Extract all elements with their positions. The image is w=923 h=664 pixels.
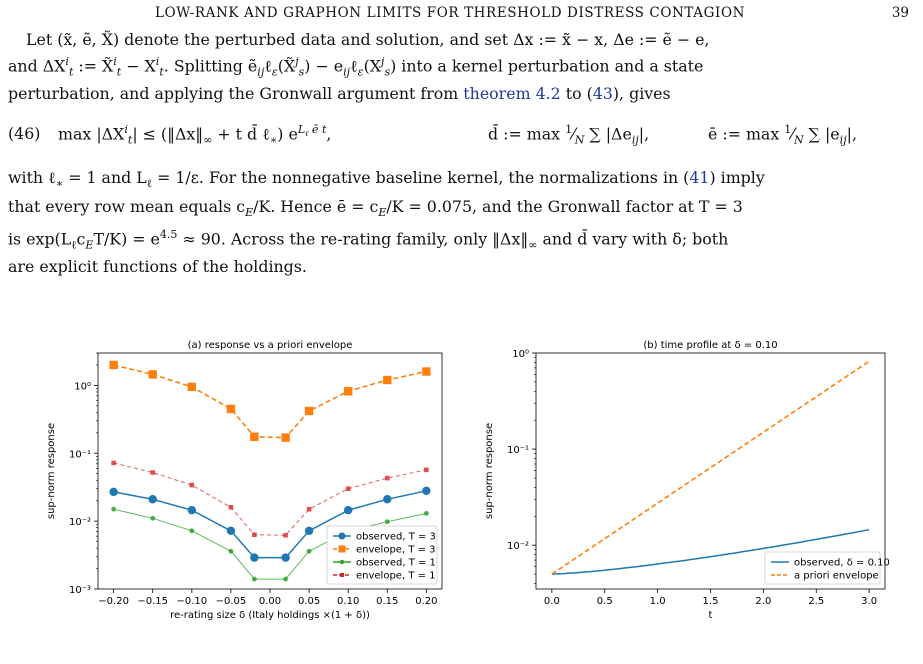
eq-e-c: |, xyxy=(846,124,857,144)
eq-e-a: ē := max xyxy=(708,124,780,144)
panel-a-delta-tick-label: 0.20 xyxy=(415,596,438,607)
panel-a-data-point xyxy=(385,519,390,524)
eq-e-b: |e xyxy=(819,124,840,144)
panel-a-data-point xyxy=(305,527,313,535)
panel-a-data-point xyxy=(227,527,235,535)
panel-a-data-point xyxy=(229,505,234,510)
panel-b-legend-label: a priori envelope xyxy=(794,570,879,582)
panel-a-data-point xyxy=(149,370,157,378)
equation-main: $\max |\Delta X^i_t|$ ≤ ($‖\Delta x‖_\infty + t$ d̄ ℓ$_∗$) $e^{L_\ell ē t}$, xyxy=(58,123,332,147)
equation-46 xyxy=(8,109,916,161)
panel-a-data-point xyxy=(424,511,429,516)
panel-a-y-axis-label: sup-norm response xyxy=(46,422,57,520)
eq-main-a: max |ΔX xyxy=(58,124,125,144)
p2-line3d: ≈ 90. Across the re-rating family, only ‖Δx‖ xyxy=(177,229,529,248)
panel-a-legend-label: envelope, T = 1 xyxy=(356,570,436,582)
p1-line2: and ΔX xyxy=(8,56,66,76)
panel-a-data-point xyxy=(229,549,234,554)
panel-a-y-tick-label: 10⁰ xyxy=(74,381,91,393)
panel-a-data-point xyxy=(422,367,430,375)
panel-a-data-point xyxy=(150,516,155,521)
p2-line2: that every row mean equals c xyxy=(8,196,246,216)
panel-a-data-point xyxy=(250,433,258,441)
eq-d-a: d̄ := max xyxy=(488,124,561,144)
p1-line2h: ) into a kernel perturbation and a state xyxy=(390,56,704,76)
panel-a-data-point xyxy=(150,470,155,475)
p1-line2f: ) − e xyxy=(304,56,344,76)
eq-d-c: |, xyxy=(638,124,650,144)
equation-dbar: d̄ := $\max ^1⁄_N$ ∑ $|\Delta e_{ij}|$, xyxy=(488,123,650,147)
panel-a-data-point xyxy=(281,433,289,441)
panel-a-data-point xyxy=(344,506,352,514)
panel-a-data-point xyxy=(422,487,430,495)
panel-a-data-point xyxy=(344,387,352,395)
panel-b-t-tick-label: 3.0 xyxy=(861,596,878,607)
panel-a-delta-tick-label: 0.15 xyxy=(376,596,399,607)
p2-line2c: /K = 0.075, and the Gronwall factor at T = 3 xyxy=(386,196,743,216)
panel-b-t-tick-label: 2.0 xyxy=(755,596,772,607)
panel-a-data-point xyxy=(111,461,116,466)
panel-a-delta-tick-label: 0.10 xyxy=(337,596,360,607)
panel-a-data-point xyxy=(109,488,117,496)
paragraph-1: Let (x̃, ẽ, X̃) denote the perturbed data and solution, and set Δx := x̃ − x, Δe := ẽ − e, and $\Delta X^i_t$ := X̃$^i_t$ − $X^i_t$. Splitting ẽ$_{ij}$ℓ$_\varepsilon$(X̃$^j_s$) − $e_{ij}\ell_\varepsilon(X^j_s)$ into a kernel perturbation and a state perturbation, and applying the Gronwall argument from theorem 4.2 to (43), gives xyxy=(8,30,710,104)
panel-a-legend-marker xyxy=(339,546,346,553)
panel-b-x-axis-label: t xyxy=(708,610,713,621)
panel-a-data-point xyxy=(189,528,194,533)
panel-a-delta-tick-label: −0.10 xyxy=(176,596,208,607)
p2-line1: with ℓ xyxy=(8,168,56,188)
p1-line2c: − X xyxy=(121,56,156,76)
p1-line2e: (X̃ xyxy=(277,56,296,76)
caption-fragment xyxy=(188,638,748,641)
p2-line3c: T/K) = e xyxy=(93,229,160,248)
p1-line3a: perturbation, and applying the Gronwall argument from xyxy=(8,84,464,104)
p2-line3e: and d̄ vary with δ; both xyxy=(537,229,729,248)
eq-main-c: + t d̄ ℓ xyxy=(212,124,270,144)
panel-a-data-point xyxy=(252,532,257,537)
p2-line3b: c xyxy=(76,229,86,248)
p1-line1: Let (x̃, ẽ, X̃) denote the perturbed data and solution, and set Δx := x̃ − x, Δe := ẽ − e, xyxy=(26,30,710,49)
p2-line4: are explicit functions of the holdings. xyxy=(8,257,307,277)
figure-svg xyxy=(18,336,904,636)
panel-b-y-axis-label: sup-norm response xyxy=(484,422,495,520)
panel-a-data-point xyxy=(109,361,117,369)
panel-a-data-point xyxy=(149,495,157,503)
panel-b-series-line xyxy=(552,361,869,574)
panel-a-legend-label: envelope, T = 3 xyxy=(356,544,436,556)
panel-a-legend-marker xyxy=(339,533,346,540)
equation-ebar: ē := $\max ^1⁄_N$ ∑ $|e_{ij}|$, xyxy=(708,123,857,147)
panel-a-data-point xyxy=(188,506,196,514)
panel-a-legend-label: observed, T = 3 xyxy=(356,531,436,543)
figure xyxy=(18,336,904,636)
panel-a-data-point xyxy=(385,476,390,481)
eq-main-d: ) e xyxy=(277,124,298,144)
panel-a-data-point xyxy=(190,483,195,488)
panel-a-delta-tick-label: 0.00 xyxy=(258,596,282,607)
panel-b-t-tick-label: 2.5 xyxy=(808,596,825,607)
panel-a-data-point xyxy=(283,533,288,538)
eq-d-b: |Δe xyxy=(600,124,632,144)
panel-a-data-point xyxy=(424,468,429,473)
equation-41-link[interactable]: 41 xyxy=(689,168,710,188)
panel-b-t-tick-label: 0.5 xyxy=(596,596,613,607)
panel-b-legend-label: observed, δ = 0.10 xyxy=(794,557,890,569)
panel-b-y-tick-label: 10⁻¹ xyxy=(506,445,529,457)
page-number: 39 xyxy=(891,5,909,21)
panel-a-x-axis-label: re-rating size δ (Italy holdings ×(1 + δ)) xyxy=(170,610,370,621)
p1-line2g: (X xyxy=(363,56,381,76)
panel-a-data-point xyxy=(227,405,235,413)
p2-line1c: = 1/ε. For the nonnegative baseline kernel, the normalizations in ( xyxy=(152,168,690,188)
panel-b-y-tick-label: 10⁻² xyxy=(506,541,529,553)
p2-line3: is exp(L xyxy=(8,229,72,248)
panel-a-series-line xyxy=(114,463,427,535)
panel-a-data-point xyxy=(111,507,116,512)
eq-main-b: | ≤ (‖Δx‖ xyxy=(132,124,204,144)
panel-a-data-point xyxy=(307,507,312,512)
running-title: LOW-RANK AND GRAPHON LIMITS FOR THRESHOLD DISTRESS CONTAGION xyxy=(155,5,746,21)
panel-a-data-point xyxy=(307,549,312,554)
p2-line2b: /K. Hence ē = c xyxy=(253,196,379,216)
panel-a-delta-tick-label: −0.05 xyxy=(215,596,247,607)
panel-a-data-point xyxy=(383,376,391,384)
theorem-link[interactable]: theorem 4.2 xyxy=(463,84,561,104)
paragraph-2: with ℓ$_∗$ = 1 and $L_\ell = 1/\varepsilon$. For the nonnegative baseline kernel, the normalizations in (41) imply that every row mean equals $c_E/K$. Hence ē = $c_E/K = 0.075$, and the Gronwall factor at T = 3 is $\exp(L_\ell c_ET/K) = e^{4.5} \approx 90$. Across the re-rating family, only $‖\Delta x‖_\infty$ and d̄ vary with δ; both are explicit functions of the holdings. xyxy=(8,168,765,277)
panel-a-series-line xyxy=(114,365,427,438)
panel-a-legend-label: observed, T = 1 xyxy=(356,557,436,569)
panel-a-title: (a) response vs a priori envelope xyxy=(187,340,353,351)
p1-line3c: ), gives xyxy=(612,84,671,104)
panel-a-delta-tick-label: −0.15 xyxy=(137,596,169,607)
p2-line1b: = 1 and L xyxy=(63,168,147,188)
panel-a-data-point xyxy=(281,553,289,561)
page-header xyxy=(0,5,923,27)
body-text xyxy=(8,29,916,278)
panel-a-data-point xyxy=(250,553,258,561)
p2-line1d: ) imply xyxy=(709,168,765,188)
panel-a-data-point xyxy=(252,577,257,582)
panel-b-t-tick-label: 0.0 xyxy=(543,596,560,607)
equation-43-link[interactable]: 43 xyxy=(592,84,613,104)
panel-a-delta-tick-label: −0.20 xyxy=(98,596,129,607)
panel-b-title: (b) time profile at δ = 0.10 xyxy=(643,340,778,351)
p1-line2d: . Splitting ẽ xyxy=(163,56,258,76)
panel-b-t-tick-label: 1.0 xyxy=(649,596,666,607)
p1-line2b: := X̃ xyxy=(73,56,114,76)
panel-a-legend-marker xyxy=(340,573,344,577)
panel-a-delta-tick-label: 0.05 xyxy=(297,596,321,607)
panel-b-t-tick-label: 1.5 xyxy=(702,596,719,607)
p1-line3b: to ( xyxy=(560,84,593,104)
panel-b-y-tick-label: 10⁰ xyxy=(512,349,529,360)
panel-a-data-point xyxy=(383,495,391,503)
panel-a-data-point xyxy=(283,577,288,582)
panel-a-data-point xyxy=(346,486,351,491)
panel-a-data-point xyxy=(305,407,313,415)
panel-a-legend-marker xyxy=(340,560,344,564)
panel-a-data-point xyxy=(188,383,196,391)
equation-number: (46) xyxy=(8,124,41,144)
panel-a-y-tick-label: 10⁻¹ xyxy=(68,449,91,461)
panel-a-y-tick-label: 10⁻² xyxy=(68,517,91,529)
panel-a-y-tick-label: 10⁻³ xyxy=(68,585,91,596)
